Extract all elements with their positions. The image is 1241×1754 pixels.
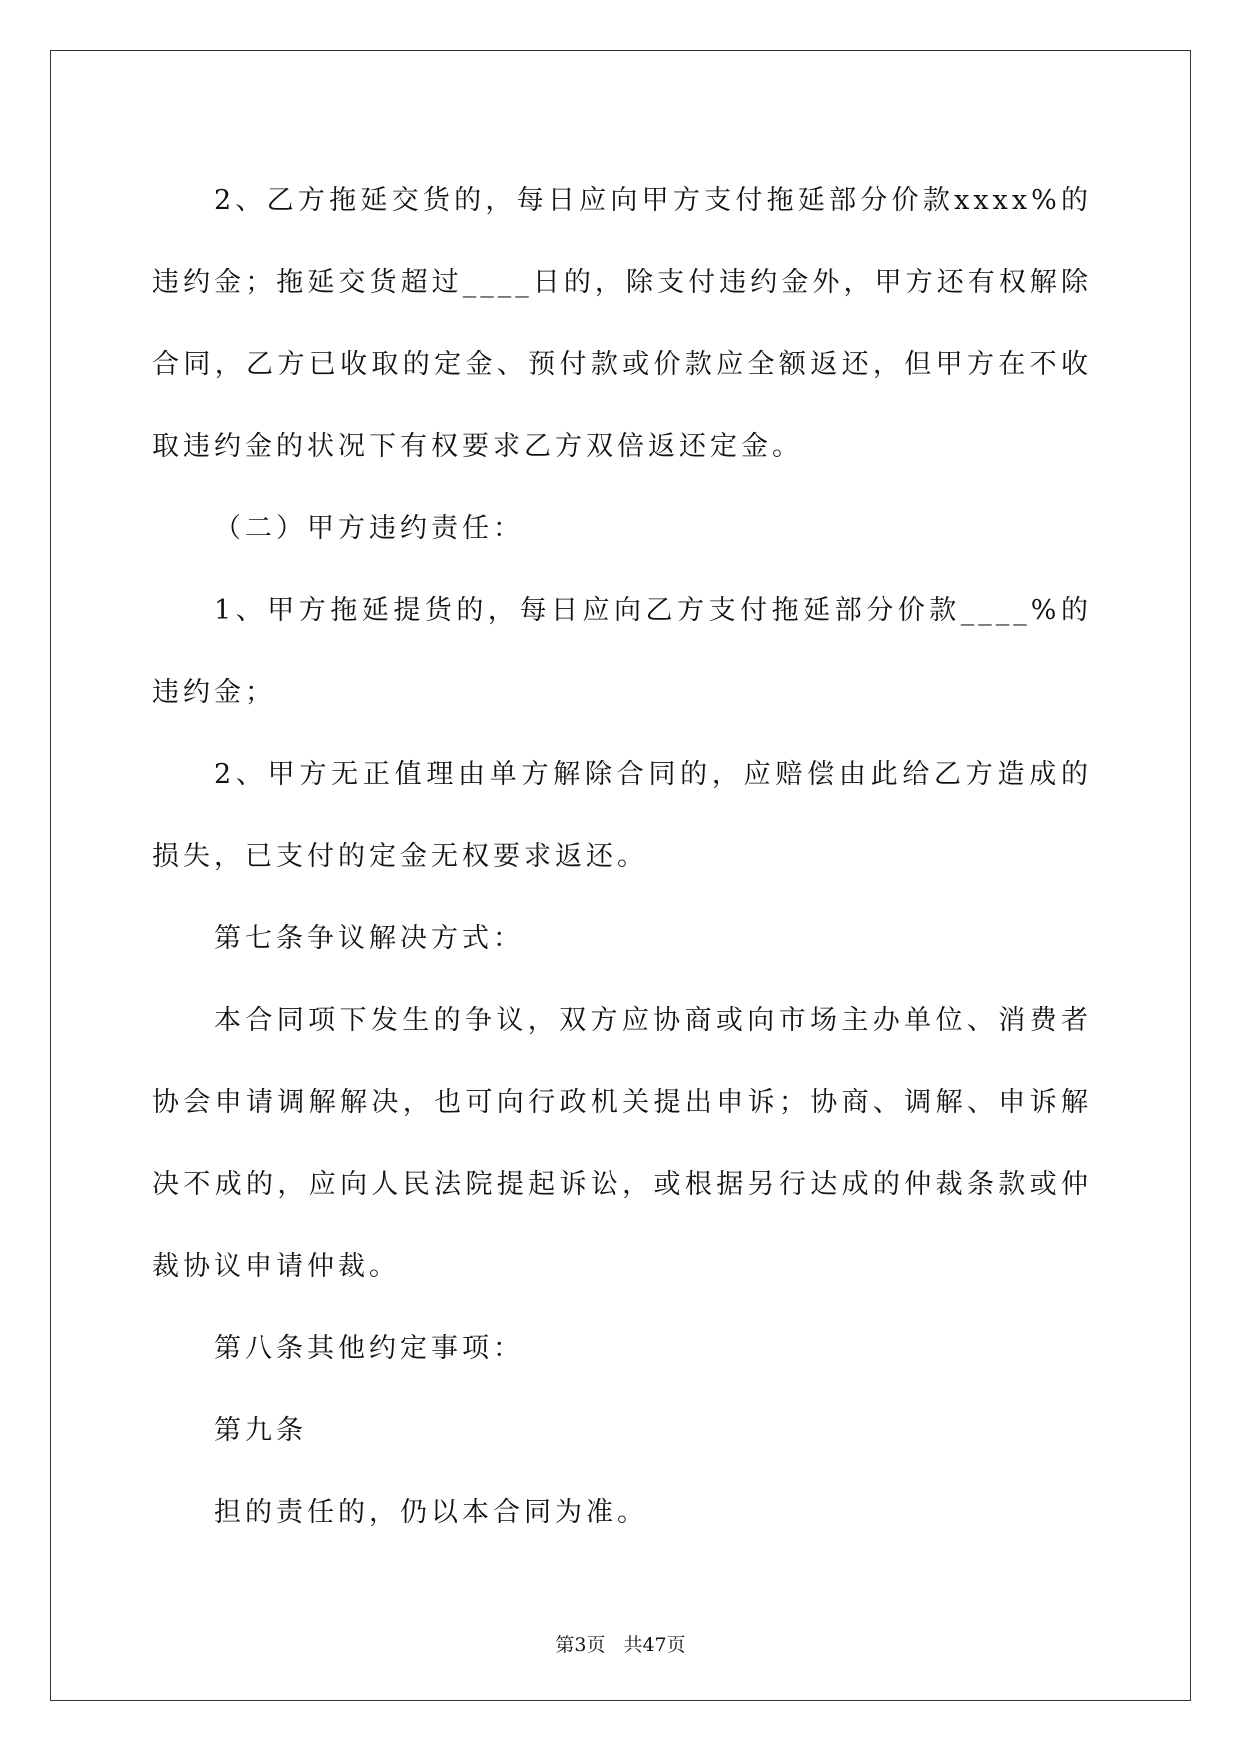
paragraph-supplier-delay-penalty: 2、乙方拖延交货的，每日应向甲方支付拖延部分价款xxxx%的违约金；拖延交货超过____日的，除支付违约金外，甲方还有权解除合同，乙方已收取的定金、预付款或价款应全额返还，但甲方在不收取违约金的状况下有权要求乙方双倍返还定金。 (152, 185, 1092, 462)
paragraph-article-7-heading: 第七条争议解决方式： (214, 923, 524, 954)
paragraph-article-9-heading: 第九条 (214, 1415, 307, 1446)
document-body (152, 160, 1092, 1554)
page-number-current: 第3页 (555, 1634, 606, 1656)
paragraph-contract-prevails: 担的责任的，仍以本合同为准。 (214, 1497, 648, 1528)
paragraph-buyer-liability-heading: （二）甲方违约责任： (214, 513, 524, 544)
page-number-total: 共47页 (623, 1634, 686, 1656)
page-footer (0, 1630, 1241, 1657)
paragraph-buyer-termination: 2、甲方无正值理由单方解除合同的，应赔偿由此给乙方造成的损失，已支付的定金无权要求返还。 (152, 759, 1092, 872)
paragraph-buyer-delay-pickup: 1、甲方拖延提货的，每日应向乙方支付拖延部分价款____%的违约金； (152, 595, 1092, 708)
paragraph-dispute-resolution: 本合同项下发生的争议，双方应协商或向市场主办单位、消费者协会申请调解解决，也可向行政机关提出申诉；协商、调解、申诉解决不成的，应向人民法院提起诉讼，或根据另行达成的仲裁条款或仲裁协议申请仲裁。 (152, 1005, 1092, 1282)
paragraph-article-8-heading: 第八条其他约定事项： (214, 1333, 524, 1364)
